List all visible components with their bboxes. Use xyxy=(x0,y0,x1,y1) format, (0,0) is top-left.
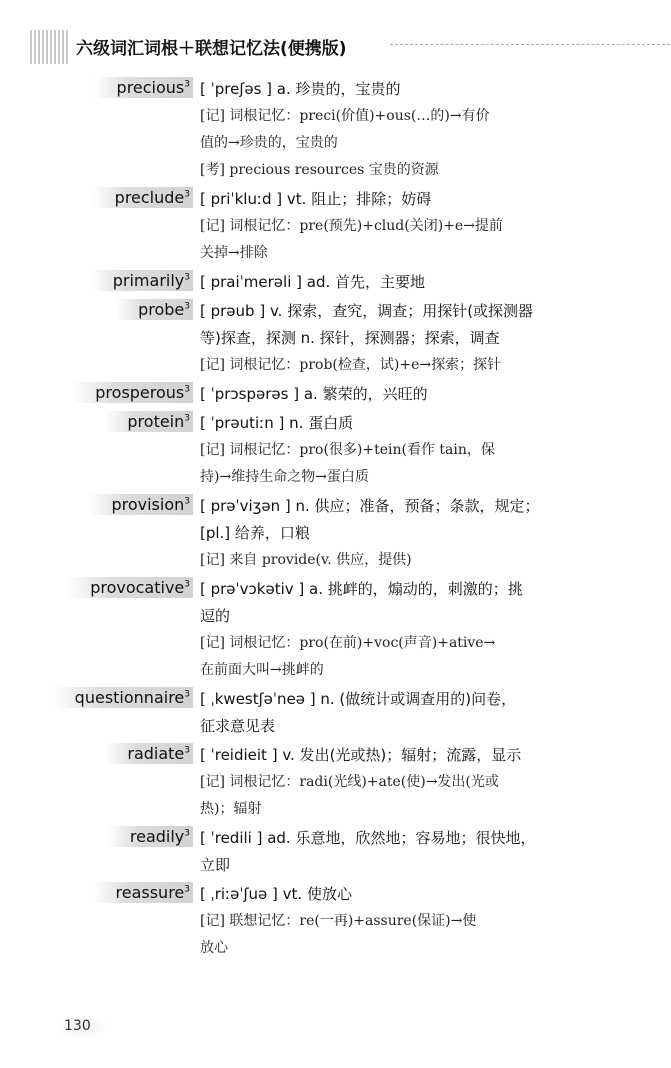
memory-note-line: [记] 词根记忆：pro(很多)+tein(看作 tain，保 xyxy=(200,442,495,458)
entry-body xyxy=(200,576,592,684)
header-decoration xyxy=(30,30,70,64)
definition-line: 逗的 xyxy=(200,607,231,625)
definition-line: 立即 xyxy=(200,856,231,874)
definition-line: [ ˌkwestʃəˈneə ] n. (做统计或调查用的)问卷， xyxy=(200,690,517,708)
running-header xyxy=(30,28,670,64)
definition-line: 等)探查，探测 n. 探针，探测器；探索，调查 xyxy=(200,329,500,347)
headword-text: probe xyxy=(138,300,185,319)
memory-note-line: 热)；辐射 xyxy=(200,801,262,817)
page-number: 130 xyxy=(64,1018,91,1034)
memory-note-line: 在前面大叫→挑衅的 xyxy=(200,662,324,678)
definition-line: 征求意见表 xyxy=(200,717,276,735)
headword xyxy=(93,187,193,208)
vocab-entry xyxy=(0,825,671,879)
definition-line: [ ˈredili ] ad. 乐意地，欣然地；容易地；很快地， xyxy=(200,829,536,847)
book-title: 六级词汇词根＋联想记忆法(便携版) xyxy=(76,39,347,59)
memory-note-line: [记] 来自 provide(v. 供应，提供) xyxy=(200,552,412,568)
entry-body xyxy=(200,686,592,740)
word-entries xyxy=(0,76,671,964)
definition-line: [ ˈreidieit ] v. 发出(光或热)；辐射；流露，显示 xyxy=(200,746,522,764)
headword-text: prosperous xyxy=(95,383,185,402)
entry-body xyxy=(200,493,592,574)
memory-note-line: 值的→珍贵的，宝贵的 xyxy=(200,135,338,151)
headword xyxy=(68,577,193,598)
frequency-mark: 3 xyxy=(184,828,190,839)
definition-line: [ prəub ] v. 探索，查究，调查；用探针(或探测器 xyxy=(200,302,534,320)
headword xyxy=(91,270,193,291)
definition-line: [pl.] 给养，口粮 xyxy=(200,524,310,542)
definition-line: [ ˌriːəˈʃuə ] vt. 使放心 xyxy=(200,885,352,903)
headword xyxy=(95,77,193,98)
frequency-mark: 3 xyxy=(184,884,190,895)
definition-line: [ ˈprɔspərəs ] a. 繁荣的，兴旺的 xyxy=(200,385,428,403)
headword-text: questionnaire xyxy=(74,688,185,707)
memory-note-line: 放心 xyxy=(200,940,228,956)
headword-text: radiate xyxy=(127,744,185,763)
memory-note-line: [记] 联想记忆：re(一再)+assure(保证)→使 xyxy=(200,913,477,929)
headword-text: reassure xyxy=(115,883,185,902)
entry-body xyxy=(200,881,592,962)
memory-note-line: [记] 词根记忆：radi(光线)+ate(使)→发出(光或 xyxy=(200,774,499,790)
definition-line: [ ˈprəutiːn ] n. 蛋白质 xyxy=(200,414,354,432)
definition-line: [ ˈpreʃəs ] a. 珍贵的，宝贵的 xyxy=(200,80,401,98)
vocab-entry xyxy=(0,298,671,379)
memory-note-line: 持)→维持生命之物→蛋白质 xyxy=(200,469,369,485)
memory-note-line: [考] precious resources 宝贵的资源 xyxy=(200,162,439,178)
frequency-mark: 3 xyxy=(184,689,190,700)
frequency-mark: 3 xyxy=(184,496,190,507)
frequency-mark: 3 xyxy=(184,272,190,283)
headword-text: preclude xyxy=(114,188,185,207)
frequency-mark: 3 xyxy=(184,413,190,424)
memory-note-line: [记] 词根记忆：pre(预先)+clud(关闭)+e→提前 xyxy=(200,218,503,234)
frequency-mark: 3 xyxy=(184,579,190,590)
memory-note-line: 关掉→排除 xyxy=(200,245,268,261)
headword xyxy=(105,743,193,764)
entry-body xyxy=(200,298,592,379)
entry-body xyxy=(200,76,592,184)
frequency-mark: 3 xyxy=(184,384,190,395)
vocab-entry xyxy=(0,410,671,491)
definition-line: [ praiˈmerəli ] ad. 首先，主要地 xyxy=(200,273,426,291)
frequency-mark: 3 xyxy=(184,79,190,90)
vocab-entry xyxy=(0,881,671,962)
frequency-mark: 3 xyxy=(184,189,190,200)
headword xyxy=(94,882,194,903)
entry-body xyxy=(200,381,592,408)
headword-text: protein xyxy=(127,412,185,431)
headword xyxy=(105,411,193,432)
vocab-entry xyxy=(0,576,671,684)
definition-line: [ prəˈvɔkətiv ] a. 挑衅的，煽动的，刺激的；挑 xyxy=(200,580,523,598)
entry-body xyxy=(200,825,592,879)
definition-line: [ priˈkluːd ] vt. 阻止；排除；妨碍 xyxy=(200,190,432,208)
vocab-entry xyxy=(0,186,671,267)
headword xyxy=(73,382,193,403)
memory-note-line: [记] 词根记忆：pro(在前)+voc(声音)+ative→ xyxy=(200,635,496,651)
vocab-entry xyxy=(0,76,671,184)
headword-text: readily xyxy=(129,827,185,846)
memory-note-line: [记] 词根记忆：preci(价值)+ous(…的)→有价 xyxy=(200,108,490,124)
entry-body xyxy=(200,410,592,491)
headword-text: provision xyxy=(111,495,185,514)
headword-text: provocative xyxy=(90,578,185,597)
vocab-entry xyxy=(0,686,671,740)
vocab-entry xyxy=(0,269,671,296)
entry-body xyxy=(200,742,592,823)
header-rule xyxy=(390,44,670,45)
definition-line: [ prəˈviʒən ] n. 供应；准备，预备；条款，规定； xyxy=(200,497,540,515)
headword-text: primarily xyxy=(112,271,185,290)
vocab-entry xyxy=(0,381,671,408)
memory-note-line: [记] 词根记忆：prob(检查，试)+e→探索；探针 xyxy=(200,357,502,373)
headword xyxy=(108,826,193,847)
vocab-entry xyxy=(0,742,671,823)
headword xyxy=(53,687,193,708)
entry-body xyxy=(200,186,592,267)
headword xyxy=(116,299,193,320)
headword xyxy=(89,494,193,515)
headword-text: precious xyxy=(116,78,185,97)
vocab-entry xyxy=(0,493,671,574)
entry-body xyxy=(200,269,592,296)
frequency-mark: 3 xyxy=(184,745,190,756)
frequency-mark: 3 xyxy=(184,301,190,312)
